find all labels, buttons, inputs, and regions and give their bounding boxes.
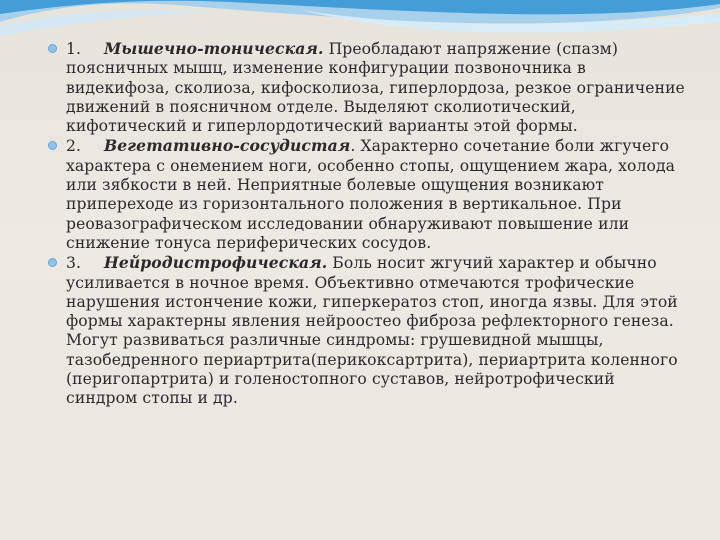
- bullet-icon: [48, 141, 57, 150]
- item-text: Преобладают напряжение (спазм) поясничных мышц, изменение конфигурации позвоночника в видекифоза, сколиоза, кифосколиоза, гиперлордоза, резкое ограничение движений в поясничном отделе. Выделяют сколиотический, кифотический и гиперлордотический варианты этой формы.: [66, 40, 685, 136]
- item-term: Нейродистрофическая.: [104, 253, 328, 273]
- item-text: . Характерно сочетание боли жгучего характера с онемением ноги, особенно стопы, ощущением жара, холода или зябкости в ней. Неприятные болевые ощущения возникают припереходе из горизонтального положения в вертикальное. При реовазографическом исследовании обнаруживают повышение или снижение тонуса периферических сосудов.: [66, 137, 676, 252]
- list-item: [46, 253, 686, 408]
- list-item: [46, 39, 686, 136]
- list-item: [46, 136, 686, 253]
- item-term: Вегетативно-сосудистая: [104, 136, 351, 156]
- item-text: Боль носит жгучий характер и обычно усиливается в ночное время. Объективно отмечаются трофические нарушения истончение кожи, гиперкератоз стоп, иногда язвы. Для этой формы характерны явления нейроостео фиброза рефлекторного генеза. Могут развиваться различные синдромы: грушевидной мышцы, тазобедренного периартрита(перикоксартрита), периартрита коленного (перигопартрита) и голеностопного суставов, нейротрофический синдром стопы и др.: [66, 254, 678, 408]
- bullet-icon: [48, 258, 57, 267]
- content-area: [46, 39, 686, 409]
- bullet-list: [46, 39, 686, 409]
- item-number: 3.: [66, 254, 82, 273]
- item-term: Мышечно-тоническая.: [104, 39, 324, 58]
- item-number: 2.: [66, 137, 82, 156]
- bullet-icon: [48, 44, 57, 53]
- item-number: 1.: [66, 40, 82, 58]
